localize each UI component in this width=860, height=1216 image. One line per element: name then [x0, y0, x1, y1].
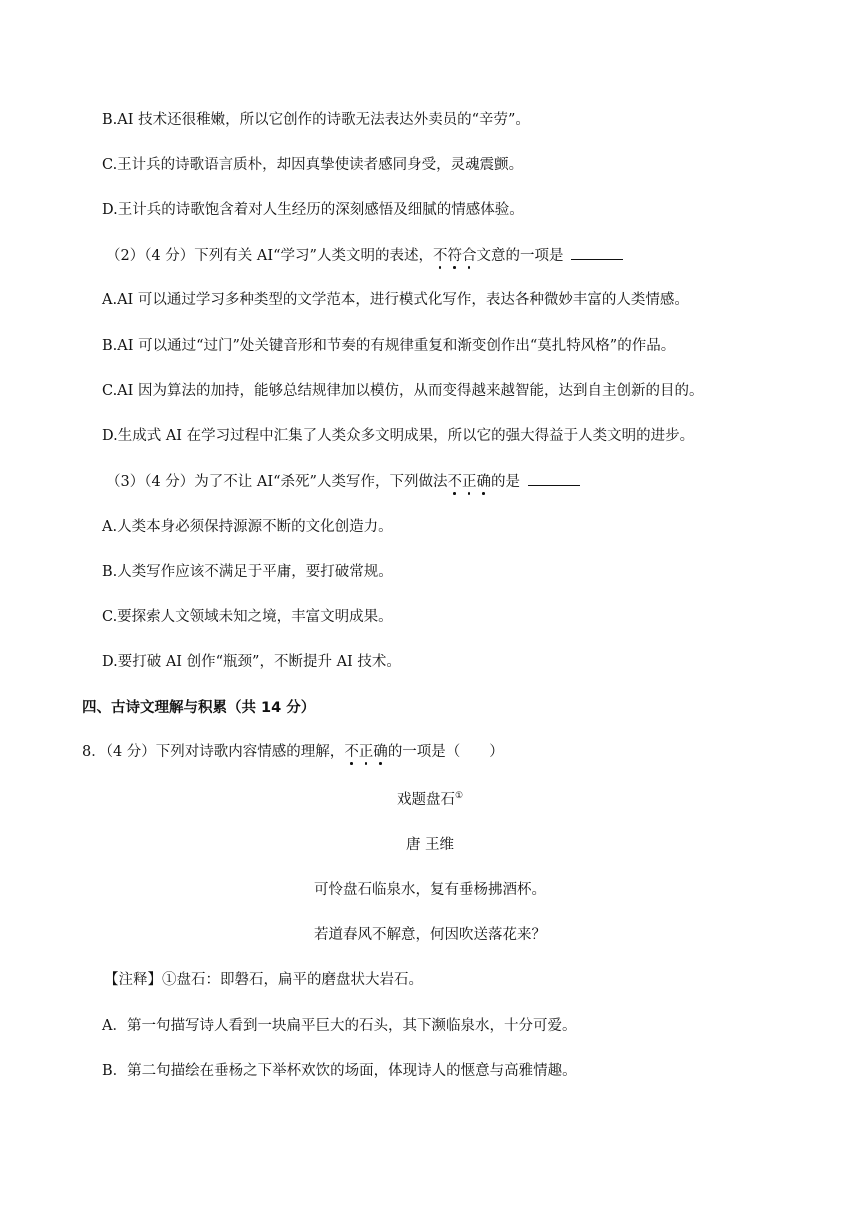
option-b-7-1: B.AI 技术还很稚嫩，所以它创作的诗歌无法表达外卖员的“辛劳”。 [102, 112, 530, 128]
poem-author: 唐 王维 [405, 837, 455, 853]
question-8-stem-after: 的一项是（ ） [387, 744, 504, 760]
footnote-marker: ① [454, 791, 464, 802]
question-7-3-stem-after: 的是 [490, 474, 520, 490]
question-7-2-stem [106, 245, 623, 266]
option-d-7-2: D.生成式 AI 在学习过程中汇集了人类众多文明成果，所以它的强大得益于人类文明的进步。 [102, 428, 695, 444]
option-c-7-2: C.AI 因为算法的加持，能够总结规律加以模仿，从而变得越来越智能，达到自主创新的目的。 [102, 383, 704, 399]
poem-title-text: 戏题盘石 [396, 792, 455, 808]
option-a-7-3: A.人类本身必须保持源源不断的文化创造力。 [102, 519, 393, 535]
option-c-7-3: C.要探索人文领域未知之境，丰富文明成果。 [102, 609, 393, 625]
option-a-8: A．第一句描写诗人看到一块扁平巨大的石头，其下濒临泉水，十分可爱。 [102, 1018, 577, 1034]
question-7-3-stem [106, 471, 580, 492]
question-7-2-stem-before: （2）（4 分）下列有关 AI“学习”人类文明的表述， [106, 248, 433, 264]
option-b-7-3: B.人类写作应该不满足于平庸，要打破常规。 [102, 564, 393, 580]
question-8-emphasis-text: 不正确 [344, 744, 388, 760]
section-title: 四、古诗文理解与积累（共 14 分） [82, 700, 316, 716]
poem-line-1: 可怜盘石临泉水，复有垂杨拂酒杯。 [314, 882, 546, 898]
question-7-2-emphasis-text: 不符合 [432, 248, 477, 264]
option-b-8: B．第二句描绘在垂杨之下举杯欢饮的场面，体现诗人的惬意与高雅情趣。 [102, 1063, 577, 1079]
option-b-7-2: B.AI 可以通过“过门”处关键音形和节奏的有规律重复和渐变创作出“莫扎特风格”的作品。 [102, 338, 676, 354]
poem-title [0, 790, 860, 810]
question-7-2-stem-after: 文意的一项是 [476, 248, 564, 264]
question-7-3-stem-before: （3）（4 分）为了不让 AI“杀死”人类写作，下列做法 [106, 474, 448, 490]
option-d-7-3: D.要打破 AI 创作“瓶颈”，不断提升 AI 技术。 [102, 654, 401, 670]
question-7-2-emphasis [433, 248, 477, 264]
question-8-stem-before: 8．（4 分）下列对诗歌内容情感的理解， [82, 744, 345, 760]
option-c-7-1: C.王计兵的诗歌语言质朴，却因真挚使读者感同身受，灵魂震颤。 [102, 157, 524, 173]
option-d-7-1: D.王计兵的诗歌饱含着对人生经历的深刻感悟及细腻的情感体验。 [102, 202, 524, 218]
question-7-3-emphasis [447, 474, 491, 490]
annotation: 【注释】①盘石：即磐石，扁平的磨盘状大岩石。 [104, 972, 423, 988]
question-8-stem [82, 742, 504, 762]
question-8-emphasis [344, 744, 388, 760]
option-a-7-2: A.AI 可以通过学习多种类型的文学范本，进行模式化写作，表达各种微妙丰富的人类情感。 [102, 292, 689, 308]
poem-line-2: 若道春风不解意，何因吹送落花来？ [314, 927, 546, 943]
question-7-3-emphasis-text: 不正确 [447, 474, 491, 490]
answer-blank [528, 471, 580, 486]
answer-blank [571, 245, 623, 260]
